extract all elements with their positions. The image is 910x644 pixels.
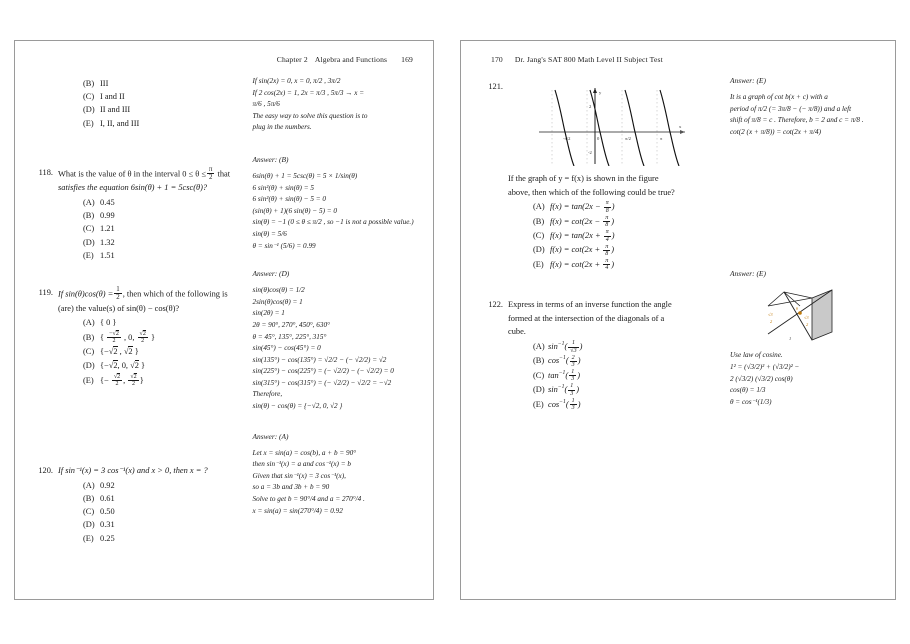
answer-line: If 2 cos(2x) = 1, 2x = π/3 , 5π/3 → x = — [252, 88, 365, 97]
stem-main: sin(θ) + 1 = 5csc(θ)? — [135, 183, 208, 193]
choice-label: (A) — [533, 202, 545, 212]
answer-line: 1² = (√3/2)² + (√3/2)² − — [729, 362, 800, 371]
answer-line: so a = 3b and 3b + b = 90 — [252, 483, 330, 492]
choice-label: (D) — [83, 105, 95, 115]
choice-list-120 — [83, 479, 245, 545]
question-121-stem-line2: above, then which of the following could be true? — [508, 187, 675, 197]
answer-line: θ = sin⁻¹ (5/6) = 0.99 — [252, 241, 316, 250]
question-120-stem — [31, 464, 245, 478]
answer-line: θ = cos⁻¹(1/3) — [729, 397, 772, 406]
stem-pre: satisfies the equation 6 — [58, 183, 135, 193]
answer-label-122: Answer: (E) — [729, 269, 766, 279]
choice-label: (E) — [83, 118, 94, 128]
answer-line: cos(θ) = 1/3 — [729, 386, 766, 395]
question-block-120 — [31, 464, 245, 545]
answer-line: Given that sin⁻¹(x) = 3 cos⁻¹(x), — [252, 471, 346, 480]
choice-label: (D) — [83, 520, 95, 530]
page-number-right: 170 — [491, 55, 503, 64]
svg-text:0: 0 — [597, 136, 600, 141]
chapter-label: Chapter 2 — [276, 55, 308, 64]
answer-line: 2 (√3/2) (√3/2) cos(θ) — [729, 374, 793, 383]
svg-text:π/2: π/2 — [625, 136, 631, 141]
choice-text: II and III — [100, 105, 131, 115]
cotangent-graph-svg — [533, 80, 693, 166]
choice-item[interactable] — [83, 117, 245, 130]
choice-label: (C) — [533, 231, 545, 240]
choice-item[interactable]: (C) {−√2 , √2 } — [83, 345, 245, 359]
choice-text: 0.61 — [100, 494, 115, 504]
choice-item[interactable]: (C) $\tan^{-1}$( $\frac{1}{3}$ ) — [533, 368, 581, 383]
choice-label: (E) — [533, 399, 544, 409]
answer-line: (sin(θ) + 1)(6 sin(θ) − 5) = 0 — [252, 206, 338, 215]
choice-item[interactable] — [83, 492, 245, 505]
cube-diagonals-svg — [740, 286, 858, 342]
choice-label: (B) — [83, 494, 95, 504]
answer-line: π/6 , 5π/6 — [252, 100, 280, 109]
choice-text: 1.51 — [100, 250, 115, 260]
answer-line: sin(315°) − cos(315°) = (− √2/2) − √2/2 = −√2 — [252, 378, 392, 387]
choice-label: (A) — [83, 480, 95, 490]
left-columns — [27, 76, 421, 555]
answer-line: 2θ = 90°, 270°, 450°, 630° — [252, 320, 330, 329]
svg-text:θ: θ — [795, 307, 798, 312]
answer-line: period of π/2 (= 3π/8 − (− π/8)) and a left — [729, 104, 852, 113]
answer-label-120: Answer: (A) — [252, 431, 289, 441]
choice-label: (D) — [533, 385, 545, 395]
question-122-stem-line2: formed at the intersection of the diagonals of a — [508, 313, 665, 323]
choice-item[interactable]: (B) { $\frac{-√2}{2}$ , 0, $\frac{√2}{2}$ } — [83, 330, 155, 345]
answer-block-119 — [253, 269, 421, 413]
answer-line: plug in the numbers. — [252, 123, 312, 132]
choice-item[interactable]: (D) {−√2, 0, √2 } — [83, 359, 245, 373]
choice-list-119 — [83, 316, 245, 388]
choice-label: (D) — [83, 237, 95, 247]
answer-line: sin(θ) = 5/6 — [252, 229, 287, 238]
question-118-stem-line1-tail: that — [217, 169, 231, 179]
question-119-stem-math: sin(θ)cos(θ) = — [65, 289, 114, 299]
question-119-stem-tail: , then which of the following is — [122, 289, 228, 299]
choice-text: 0.99 — [100, 211, 115, 221]
left-page — [14, 40, 434, 600]
answer-label-121: Answer: (E) — [729, 76, 766, 85]
answer-line: 2sin(θ)cos(θ) = 1 — [252, 297, 303, 306]
svg-text:√3: √3 — [803, 315, 809, 321]
answer-block-carryover — [253, 76, 421, 134]
choice-label: (D) — [533, 245, 545, 255]
choice-list-122 — [533, 340, 722, 412]
question-118-stem-line1: What is the value of θ in the interval 0 ≤ θ ≤ — [58, 169, 206, 179]
answer-label-118: Answer: (B) — [252, 154, 289, 164]
answer-line: then sin⁻¹(x) = a and cos⁻¹(x) = b — [252, 460, 351, 469]
choice-item[interactable]: (D) f(x) = cot(2x + $\frac{\pi}{8}$ ) — [533, 243, 615, 257]
choice-item[interactable]: (A) { 0 } — [83, 316, 245, 330]
book-title: Dr. Jang's SAT 800 Math Level II Subject Test — [514, 55, 663, 64]
question-block-121 — [481, 80, 722, 272]
choice-item[interactable]: (C) f(x) = tan(2x + $\frac{\pi}{4}$ ) — [533, 229, 615, 243]
answer-block-122 — [730, 269, 883, 408]
question-118-stem: 118. What is the value of θ in the interval 0 ≤ θ ≤ $\frac{\pi}{2}$ that satisfies the equation 6sin(θ) + 1 = 5csc(θ)? — [31, 166, 245, 195]
right-page — [460, 40, 896, 600]
svg-text:y: y — [599, 90, 602, 95]
question-block-122 — [481, 298, 722, 412]
answer-label-119: Answer: (D) — [252, 269, 290, 279]
choice-label: (C) — [83, 224, 95, 234]
choice-text: III — [100, 79, 109, 88]
svg-text:2: 2 — [589, 104, 592, 109]
right-answer-column — [722, 76, 883, 417]
answer-line: Therefore, — [252, 390, 283, 399]
question-number-121: 121. — [488, 82, 503, 91]
choice-item[interactable]: (E) f(x) = cot(2x + $\frac{\pi}{4}$ ) — [533, 257, 615, 272]
choice-item[interactable] — [83, 196, 245, 209]
choice-text: I and II — [100, 92, 125, 102]
choice-item[interactable] — [83, 479, 245, 492]
answer-line: 6 sin²(θ) + sin(θ) = 5 — [252, 183, 314, 192]
cube-diagonals-figure — [740, 286, 858, 342]
choice-list-121 — [533, 200, 722, 272]
choice-label: (A) — [83, 198, 95, 207]
choice-item[interactable] — [83, 532, 245, 545]
answer-line: θ = 45°, 135°, 225°, 315° — [252, 332, 327, 341]
svg-text:2: 2 — [769, 319, 773, 325]
choice-label: (C) — [83, 92, 95, 102]
question-122-stem-line1: Express in terms of an inverse function the angle — [508, 300, 672, 310]
svg-text:√3: √3 — [767, 312, 773, 318]
right-running-head — [473, 55, 883, 64]
choice-item[interactable]: (A) f(x) = tan(2x − $\frac{\pi}{8}$ ) — [533, 200, 615, 214]
question-122-stem — [481, 298, 722, 339]
answer-line: sin(225°) − cos(225°) = (− √2/2) − (− √2/2) = 0 — [252, 367, 394, 376]
choice-label: (D) — [83, 361, 95, 371]
choice-label: (B) — [533, 356, 545, 366]
choice-item[interactable] — [83, 518, 245, 531]
question-number-118: 118. — [38, 167, 53, 177]
answer-block-120 — [253, 432, 421, 518]
question-122-stem-line3: cube. — [508, 327, 526, 337]
choice-item[interactable] — [83, 249, 245, 262]
choice-item[interactable]: (D) $\sin^{-1}$( $\frac{1}{3}$ ) — [533, 383, 580, 397]
question-119-stem: 119. If sin(θ)cos(θ) = $\frac{1}{2}$ , then which of the following is (are) the value(s) of sin(θ) − cos(θ)? — [31, 286, 245, 315]
choice-item[interactable]: (B) f(x) = cot(2x − $\frac{\pi}{8}$ ) — [533, 214, 615, 229]
choice-list-carryover — [83, 77, 245, 130]
chapter-title: Algebra and Functions — [314, 55, 388, 64]
choice-label: (E) — [83, 375, 94, 385]
choice-text: 0.50 — [100, 507, 115, 517]
choice-item[interactable] — [83, 103, 245, 116]
choice-item[interactable] — [83, 209, 245, 222]
answer-line: sin(45°) − cos(45°) = 0 — [252, 344, 321, 353]
left-answer-column — [245, 76, 421, 526]
question-number-120: 120. — [38, 466, 53, 476]
choice-label: (C) — [533, 370, 545, 380]
choice-label: (E) — [83, 533, 94, 543]
answer-line: cot(2 (x + π/8)) = cot(2x + π/4) — [729, 127, 821, 136]
answer-line: sin(2θ) = 1 — [252, 309, 285, 318]
question-121-stem-line1: If the graph of y = f(x) is shown in the figure — [508, 174, 659, 183]
choice-text: 0.31 — [100, 520, 115, 530]
answer-line: shift of π/8 = c . Therefore, b = 2 and c = π/8 . — [729, 116, 864, 125]
choice-text: 1.32 — [100, 237, 115, 247]
question-119-stem-line2: (are) the value(s) of sin(θ) − cos(θ)? — [58, 303, 180, 313]
question-121-stem — [508, 172, 722, 199]
svg-text:-π/2: -π/2 — [563, 136, 571, 141]
svg-text:-2: -2 — [588, 150, 592, 155]
question-number-119: 119. — [38, 288, 53, 298]
svg-text:2: 2 — [805, 322, 809, 328]
choice-label: (C) — [83, 347, 95, 357]
left-running-head — [27, 55, 421, 64]
choice-label: (B) — [533, 216, 545, 226]
question-number-122: 122. — [488, 300, 503, 310]
page-number-left: 169 — [401, 55, 413, 64]
choice-label: (B) — [83, 211, 95, 221]
choice-item[interactable] — [83, 90, 245, 103]
answer-line: Let x = sin(a) = cos(b), a + b = 90° — [252, 448, 357, 457]
choice-label: (E) — [533, 259, 544, 269]
answer-line: 6 sin²(θ) + sin(θ) − 5 = 0 — [252, 195, 327, 204]
answer-line: It is a graph of cot b(x + c) with a — [729, 93, 828, 101]
question-block-carryover — [31, 77, 245, 130]
question-118-stem-line2 — [58, 183, 207, 192]
choice-text: 0.92 — [100, 480, 115, 490]
choice-text: 0.25 — [100, 533, 115, 543]
svg-text:π: π — [660, 136, 663, 141]
cotangent-graph-figure — [533, 80, 693, 166]
question-block-118 — [31, 166, 245, 262]
choice-label: (A) — [83, 318, 95, 328]
choice-item[interactable] — [83, 236, 245, 249]
choice-item[interactable] — [83, 505, 245, 518]
question-block-119 — [31, 286, 245, 388]
answer-block-121 — [730, 76, 883, 138]
choice-label: (A) — [533, 342, 545, 351]
choice-label: (E) — [83, 250, 94, 260]
choice-label: (C) — [83, 507, 95, 517]
svg-text:1: 1 — [788, 336, 792, 342]
choice-text: 0.45 — [100, 198, 115, 207]
choice-item[interactable] — [83, 77, 245, 90]
answer-line: If sin(2x) = 0, x = 0, π/2 , 3π/2 — [252, 77, 341, 85]
choice-label: (B) — [83, 79, 95, 88]
answer-line: 6sin(θ) + 1 = 5csc(θ) = 5 × 1/sin(θ) — [252, 171, 358, 180]
choice-item[interactable] — [83, 222, 245, 235]
answer-line: Use law of cosine. — [729, 351, 783, 360]
answer-line: sin(135°) − cos(135°) = √2/2 − (− √2/2) = √2 — [252, 355, 387, 364]
choice-label: (B) — [83, 332, 95, 342]
choice-item[interactable]: (B) $\cos^{-1}$( $\frac{2}{3}$ ) — [533, 354, 581, 368]
answer-line: Solve to get b = 90°/4 and a = 270°/4 . — [252, 495, 365, 504]
choice-list-118 — [83, 196, 245, 262]
question-120-stem-text: If sin⁻¹(x) = 3 cos⁻¹(x) and x > 0, then x = ? — [58, 466, 208, 476]
answer-line: The easy way to solve this question is to — [252, 111, 368, 120]
answer-line: sin(θ)cos(θ) = 1/2 — [252, 286, 305, 295]
right-question-column — [473, 76, 722, 422]
choice-text: I, II, and III — [100, 118, 140, 128]
choice-item[interactable]: (E) $\cos^{-1}$( $\frac{1}{3}$ ) — [533, 397, 581, 412]
answer-line: sin(θ) = −1 (0 ≤ θ ≤ π/2 , so −1 is not a possible value.) — [252, 218, 414, 227]
choice-item[interactable]: (E) {− $\frac{√2}{2}$ , $\frac{√2}{2}$ } — [83, 373, 144, 388]
svg-text:x: x — [679, 124, 682, 129]
left-question-column — [27, 76, 245, 555]
answer-line: sin(θ) − cos(θ) = {−√2, 0, √2 } — [252, 402, 343, 411]
right-columns — [473, 76, 883, 422]
answer-block-118 — [253, 155, 421, 252]
choice-item[interactable]: (A) $\sin^{-1}$( $\frac{1}{√3}$ ) — [533, 340, 583, 354]
choice-text: 1.21 — [100, 224, 115, 234]
question-119-stem-pre: If — [58, 289, 64, 299]
answer-line: x = sin(a) = sin(270°/4) = 0.92 — [252, 506, 343, 515]
